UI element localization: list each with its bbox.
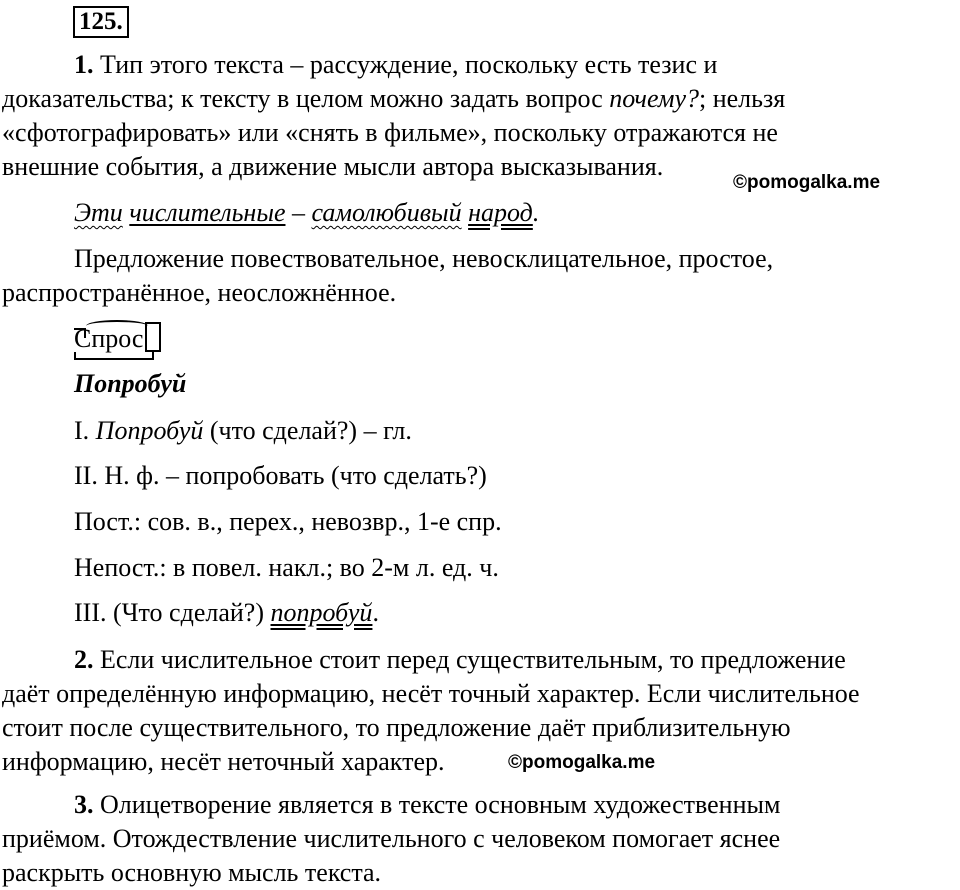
- morphemic-parse: [74, 322, 161, 354]
- answer-2-line-2: даёт определённую информацию, несёт точный характер. Если числительное: [2, 679, 860, 708]
- characteristic-line-1: Предложение повествовательное, невосклицательное, простое,: [74, 244, 774, 273]
- answer-2-number: 2.: [74, 645, 94, 674]
- sentence-word-attribute: самолюбивый: [311, 198, 462, 227]
- answer-1-line-3: «сфотографировать» или «снять в фильме», поскольку отражаются не: [2, 118, 778, 147]
- sentence-word-eti: Эти: [74, 198, 123, 227]
- parse-l1-rest: (что сделай?) – гл.: [203, 416, 412, 445]
- morph-word-text: Спрос: [74, 324, 144, 353]
- parse-title: Попробуй: [74, 369, 187, 398]
- answer-3-line-3: раскрыть основную мысль текста.: [2, 858, 382, 887]
- watermark: ©pomogalka.me: [733, 172, 881, 193]
- sentence-word-predicate: народ: [468, 198, 533, 227]
- answer-2-line-3: стоит после существительного, то предложение даёт приблизительную: [2, 713, 791, 742]
- example-sentence: [74, 196, 539, 230]
- watermark-2: ©pomogalka.me: [508, 752, 656, 773]
- parse-l1-word: Попробуй: [95, 416, 204, 445]
- answer-1-line-4: внешние события, а движение мысли автора высказывания.: [2, 152, 664, 181]
- answer-1-line-2a: доказательства; к тексту в целом можно задать вопрос: [2, 84, 610, 113]
- answer-1-line-2b: ; нельзя: [699, 84, 786, 113]
- characteristic-line-2: распространённое, неосложнённое.: [2, 278, 397, 307]
- sentence-characteristic: [2, 242, 960, 310]
- answer-2-line-4: информацию, несёт неточный характер.: [2, 747, 445, 776]
- parse-line-4: Непост.: в повел. накл.; во 2-м л. ед. ч.: [74, 553, 499, 582]
- sentence-word-subject: числительные: [129, 198, 286, 227]
- answer-1-question: почему?: [609, 84, 699, 113]
- parse-l5-dot: .: [372, 598, 379, 627]
- parse-line-3: Пост.: сов. в., перех., невозвр., 1-е спр.: [74, 507, 502, 536]
- morph-prefix-mark: [74, 328, 86, 338]
- answer-3-number: 3.: [74, 790, 94, 819]
- answer-3-line-2: приёмом. Отождествление числительного с человеком помогает яснее: [2, 824, 781, 853]
- exercise-number: 125.: [73, 6, 129, 38]
- morph-base-bracket: [74, 352, 154, 360]
- parse-l1-prefix: I.: [74, 416, 96, 445]
- answer-2: [2, 643, 960, 779]
- answer-3-line-1: Олицетворение является в тексте основным художественным: [100, 790, 781, 819]
- parse-l5-word: попробуй: [270, 598, 373, 627]
- parse-line-5: [74, 596, 379, 630]
- answer-2-line-1: Если числительное стоит перед существительным, то предложение: [100, 645, 846, 674]
- answer-1-number: 1.: [74, 50, 94, 79]
- parse-line-2: II. Н. ф. – попробовать (что сделать?): [74, 461, 487, 490]
- answer-3: [2, 788, 960, 890]
- answer-1: [2, 48, 960, 184]
- sentence-dash: –: [285, 198, 312, 227]
- morph-root-arc: [86, 320, 148, 332]
- answer-1-line-1: Тип этого текста – рассуждение, поскольку есть тезис и: [100, 50, 718, 79]
- parse-line-1: [74, 414, 412, 448]
- parse-l5-prefix: III. (Что сделай?): [74, 598, 271, 627]
- sentence-dot: .: [532, 198, 540, 227]
